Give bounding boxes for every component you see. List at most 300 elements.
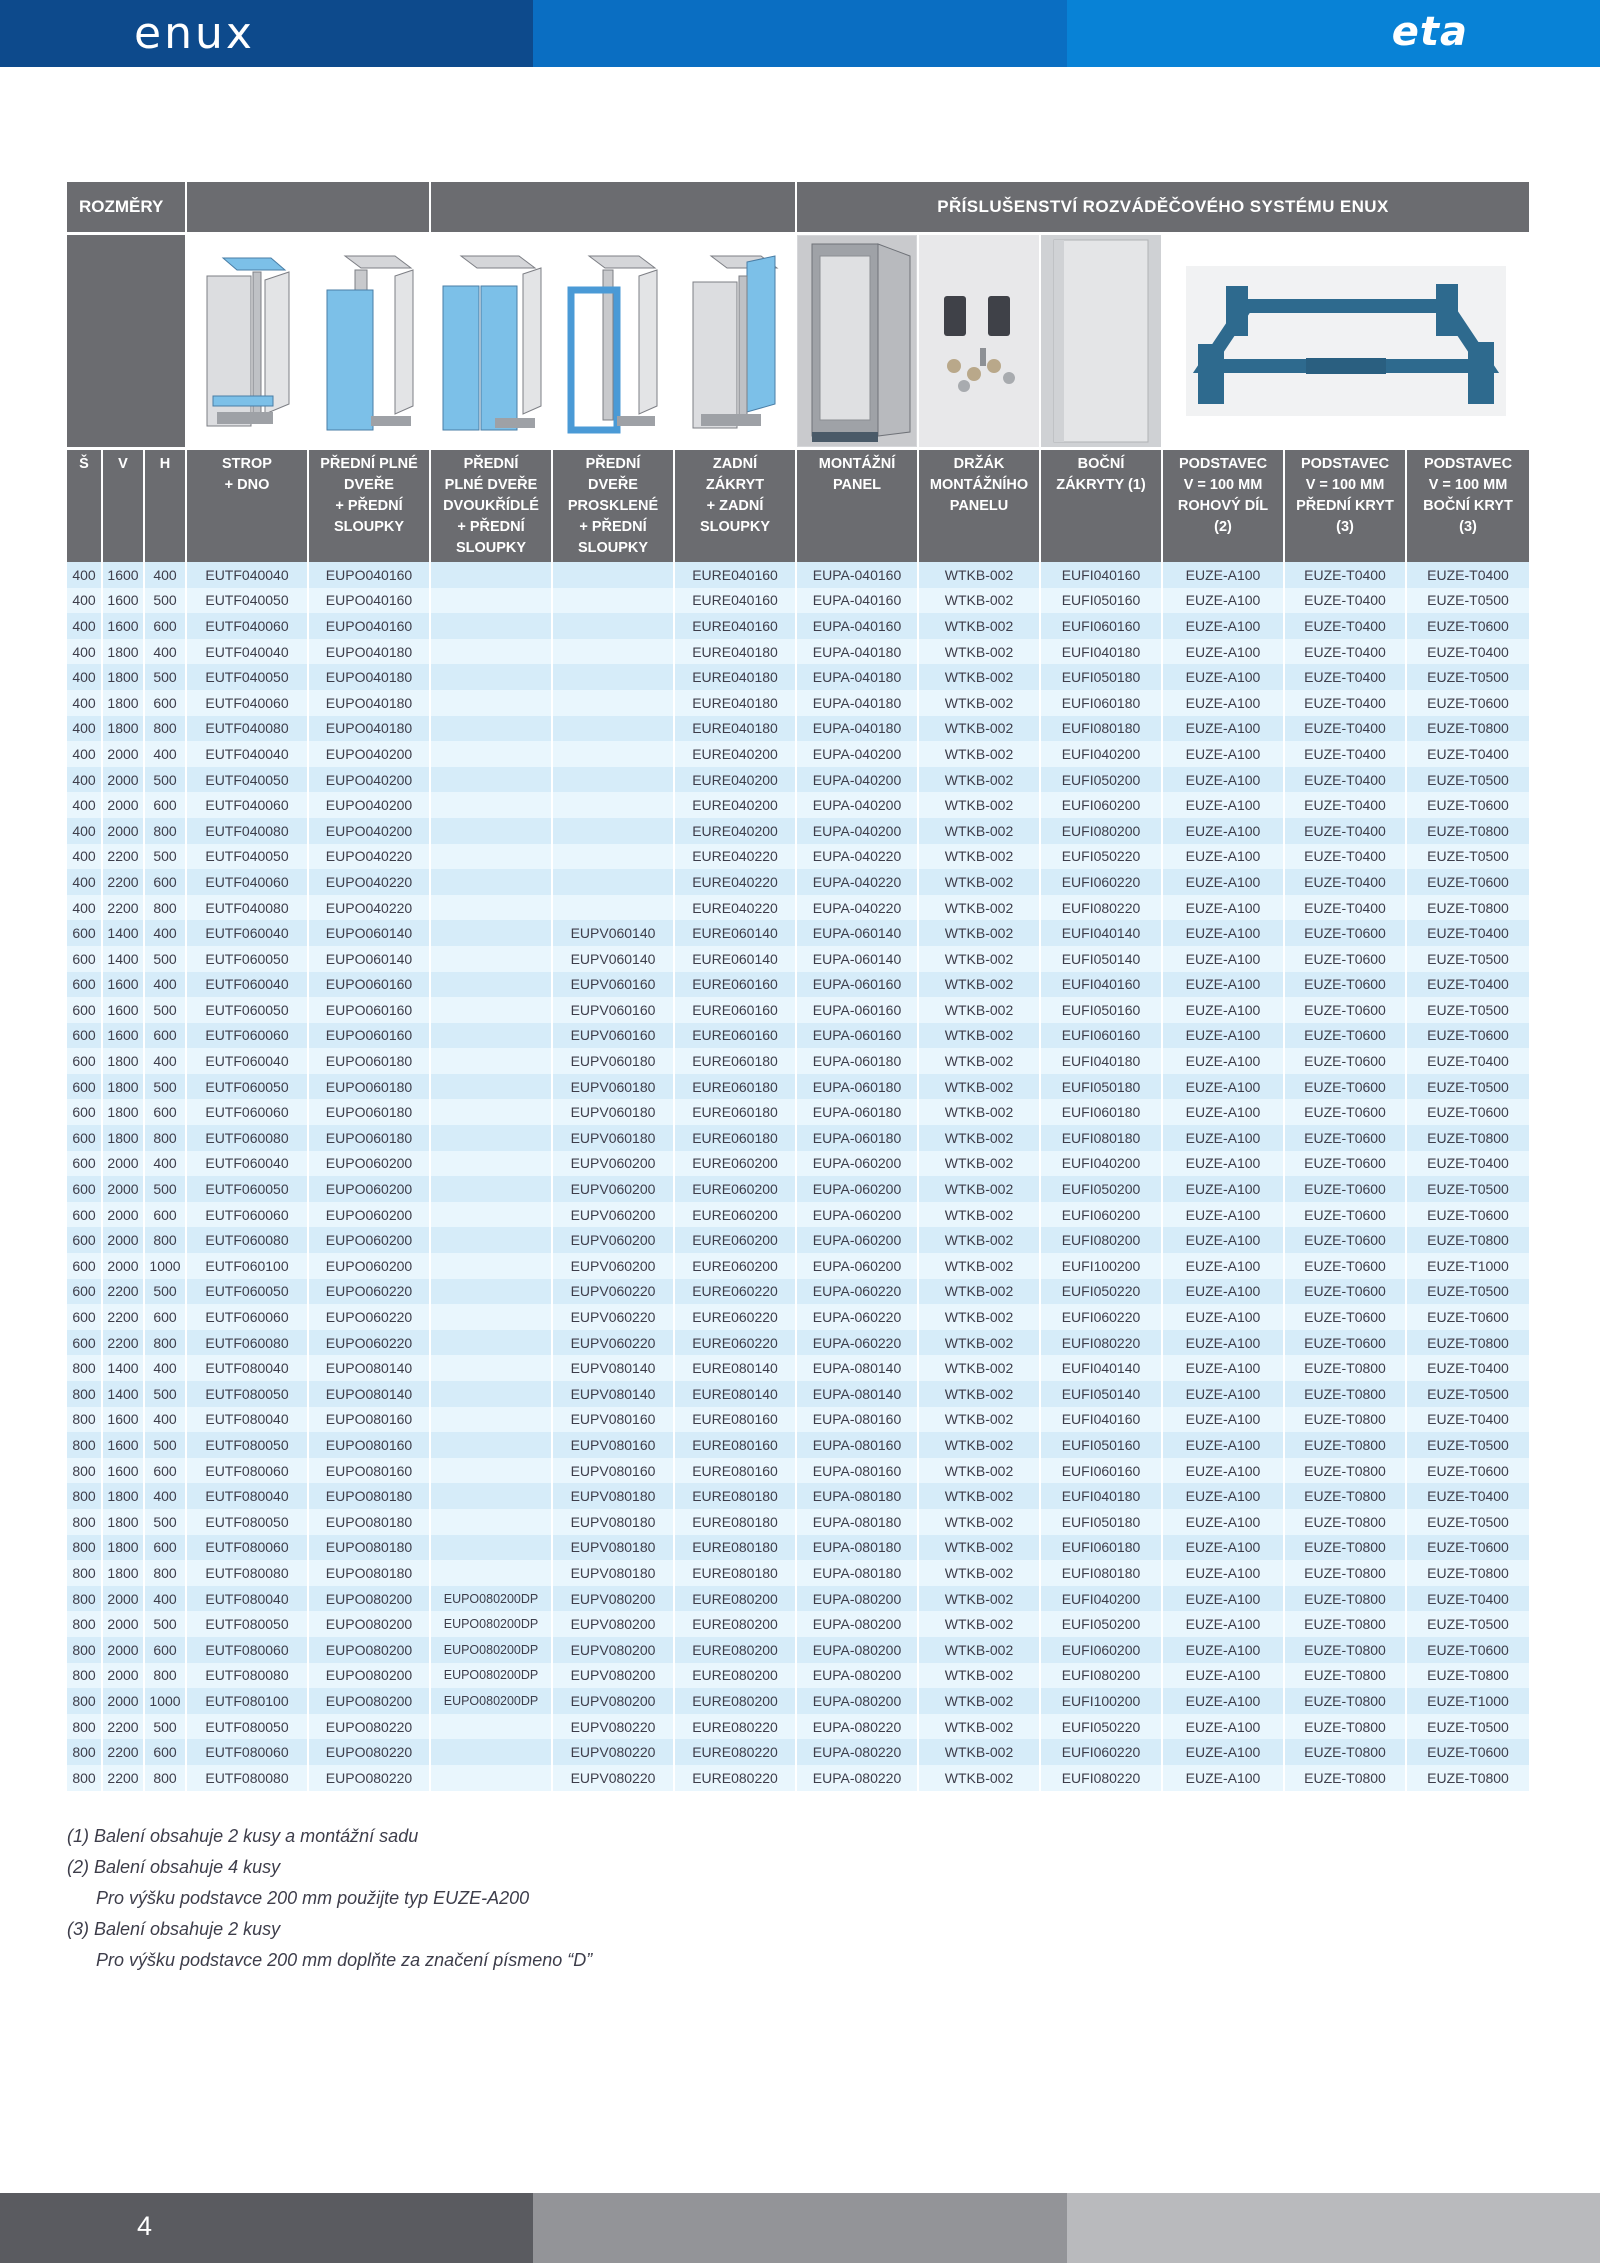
table-cell: EUZE-T0800: [1285, 1355, 1407, 1381]
table-cell: 600: [145, 1202, 187, 1228]
title-spacer-1: [187, 182, 431, 232]
table-cell: EUTF060050: [187, 1074, 309, 1100]
table-cell: EUZE-T0800: [1285, 1381, 1407, 1407]
column-header: H: [145, 450, 187, 562]
table-cell: 2000: [103, 1637, 145, 1663]
table-row: [67, 690, 1529, 716]
table-cell: 400: [145, 1048, 187, 1074]
column-header: MONTÁŽNÍ PANEL: [797, 450, 919, 562]
table-cell: 2200: [103, 1279, 145, 1305]
table-cell: EURE080200: [675, 1586, 797, 1612]
table-cell: EUFI060220: [1041, 1304, 1163, 1330]
table-cell: EUZE-T0800: [1407, 1663, 1529, 1689]
table-cell: [431, 1253, 553, 1279]
table-cell: 400: [67, 613, 103, 639]
table-cell: 1000: [145, 1253, 187, 1279]
table-cell: 600: [67, 1279, 103, 1305]
table-row: [67, 1227, 1529, 1253]
table-cell: EURE040220: [675, 895, 797, 921]
table-cell: EUTF060050: [187, 1176, 309, 1202]
table-row: [67, 1048, 1529, 1074]
table-cell: EUZE-A100: [1163, 1125, 1285, 1151]
cabinet-front-door-image: [309, 235, 431, 447]
column-header: Š: [67, 450, 103, 562]
table-cell: EUPV080140: [553, 1381, 675, 1407]
table-cell: EUTF060060: [187, 1202, 309, 1228]
table-cell: EUZE-T0400: [1285, 792, 1407, 818]
table-cell: EUZE-T0600: [1407, 1304, 1529, 1330]
table-cell: EUZE-A100: [1163, 1765, 1285, 1791]
table-row: [67, 1535, 1529, 1561]
table-row: [67, 716, 1529, 742]
table-cell: EUPO080200: [309, 1586, 431, 1612]
table-cell: 500: [145, 1381, 187, 1407]
table-cell: [431, 562, 553, 588]
table-cell: 1400: [103, 920, 145, 946]
table-cell: EUTF060100: [187, 1253, 309, 1279]
table-row: [67, 792, 1529, 818]
table-cell: 800: [67, 1483, 103, 1509]
table-cell: [431, 844, 553, 870]
table-cell: EUZE-A100: [1163, 997, 1285, 1023]
table-cell: EUPA-040220: [797, 844, 919, 870]
table-cell: EUPO040200: [309, 818, 431, 844]
table-cell: EUPV080180: [553, 1560, 675, 1586]
table-cell: [431, 1202, 553, 1228]
table-cell: EUPA-080160: [797, 1407, 919, 1433]
table-cell: EUTF080080: [187, 1663, 309, 1689]
table-cell: EUFI050200: [1041, 1176, 1163, 1202]
table-cell: 600: [145, 613, 187, 639]
table-cell: EUZE-A100: [1163, 920, 1285, 946]
table-cell: EUZE-A100: [1163, 792, 1285, 818]
table-cell: EUZE-A100: [1163, 1099, 1285, 1125]
table-cell: 800: [67, 1663, 103, 1689]
table-cell: WTKB-002: [919, 767, 1041, 793]
table-cell: [431, 1279, 553, 1305]
table-cell: [431, 741, 553, 767]
table-cell: EUZE-A100: [1163, 1714, 1285, 1740]
table-cell: WTKB-002: [919, 1586, 1041, 1612]
table-cell: EUTF060060: [187, 1099, 309, 1125]
table-cell: EUPA-060180: [797, 1099, 919, 1125]
table-cell: EUPO060200: [309, 1227, 431, 1253]
table-cell: WTKB-002: [919, 1253, 1041, 1279]
table-cell: EUPO060140: [309, 920, 431, 946]
table-cell: EUPV080200: [553, 1611, 675, 1637]
table-cell: 1800: [103, 1074, 145, 1100]
header-segment-dark: [0, 0, 533, 67]
column-header: PŘEDNÍ DVEŘE PROSKLENÉ + PŘEDNÍ SLOUPKY: [553, 450, 675, 562]
table-cell: EUPA-060200: [797, 1151, 919, 1177]
table-cell: EUZE-T0400: [1285, 716, 1407, 742]
table-cell: EUPV060180: [553, 1074, 675, 1100]
table-cell: WTKB-002: [919, 1663, 1041, 1689]
table-cell: EUZE-T0800: [1285, 1509, 1407, 1535]
table-row: [67, 639, 1529, 665]
column-header: PODSTAVEC V = 100 MM ROHOVÝ DÍL (2): [1163, 450, 1285, 562]
table-cell: EUFI050200: [1041, 1611, 1163, 1637]
table-cell: 600: [145, 792, 187, 818]
table-cell: EUPO080140: [309, 1381, 431, 1407]
table-cell: [431, 664, 553, 690]
table-cell: EUFI040140: [1041, 920, 1163, 946]
table-cell: EUFI080180: [1041, 716, 1163, 742]
table-cell: [553, 741, 675, 767]
table-body: [67, 562, 1529, 1791]
table-cell: 1800: [103, 1560, 145, 1586]
table-cell: 2200: [103, 844, 145, 870]
table-row: [67, 1432, 1529, 1458]
table-cell: 500: [145, 1611, 187, 1637]
table-cell: EUTF080050: [187, 1509, 309, 1535]
table-cell: WTKB-002: [919, 972, 1041, 998]
table-cell: EUPA-080200: [797, 1663, 919, 1689]
table-cell: EUZE-T0500: [1407, 1381, 1529, 1407]
table-cell: EUFI040160: [1041, 1407, 1163, 1433]
table-cell: 1600: [103, 562, 145, 588]
table-cell: EUFI050180: [1041, 1509, 1163, 1535]
table-cell: EUFI060160: [1041, 613, 1163, 639]
table-cell: EUZE-T0600: [1285, 946, 1407, 972]
table-cell: 500: [145, 664, 187, 690]
table-cell: EUZE-T0600: [1407, 1739, 1529, 1765]
table-cell: 800: [67, 1739, 103, 1765]
table-cell: EURE040200: [675, 818, 797, 844]
table-cell: 400: [67, 664, 103, 690]
table-cell: EURE060180: [675, 1125, 797, 1151]
table-cell: EUFI050160: [1041, 1432, 1163, 1458]
table-cell: EURE080160: [675, 1407, 797, 1433]
table-cell: WTKB-002: [919, 1330, 1041, 1356]
table-cell: 1600: [103, 1432, 145, 1458]
table-cell: EUZE-A100: [1163, 1304, 1285, 1330]
table-cell: EUPV060220: [553, 1279, 675, 1305]
table-cell: EURE060180: [675, 1048, 797, 1074]
table-cell: 600: [145, 1637, 187, 1663]
table-cell: [553, 792, 675, 818]
table-cell: EUTF080050: [187, 1432, 309, 1458]
table-cell: EUPO080160: [309, 1458, 431, 1484]
table-cell: EUPO080200DP: [431, 1688, 553, 1714]
table-cell: EUZE-T0500: [1407, 1611, 1529, 1637]
table-cell: EUZE-T1000: [1407, 1253, 1529, 1279]
table-row: [67, 1330, 1529, 1356]
table-cell: EUPO080160: [309, 1407, 431, 1433]
table-cell: EUTF040060: [187, 613, 309, 639]
table-cell: WTKB-002: [919, 1611, 1041, 1637]
table-cell: WTKB-002: [919, 1688, 1041, 1714]
table-cell: 1400: [103, 1355, 145, 1381]
table-cell: WTKB-002: [919, 1483, 1041, 1509]
table-cell: EUZE-A100: [1163, 767, 1285, 793]
table-cell: EUPO080200DP: [431, 1637, 553, 1663]
table-cell: [431, 1074, 553, 1100]
table-cell: [431, 818, 553, 844]
table-cell: EUFI040160: [1041, 972, 1163, 998]
table-cell: [431, 1048, 553, 1074]
table-cell: EUZE-A100: [1163, 1560, 1285, 1586]
footnotes: [67, 1822, 592, 1977]
column-header: PŘEDNÍ PLNÉ DVEŘE DVOUKŘÍDLÉ + PŘEDNÍ SLOUPKY: [431, 450, 553, 562]
table-cell: 800: [67, 1586, 103, 1612]
table-cell: EUPO040160: [309, 562, 431, 588]
table-cell: WTKB-002: [919, 1304, 1041, 1330]
table-cell: EUFI050160: [1041, 588, 1163, 614]
table-cell: EUPA-040160: [797, 613, 919, 639]
table-cell: EUPV080200: [553, 1637, 675, 1663]
table-row: [67, 1407, 1529, 1433]
table-cell: EUZE-A100: [1163, 1739, 1285, 1765]
table-cell: EUTF080040: [187, 1483, 309, 1509]
table-cell: EUPA-060140: [797, 946, 919, 972]
table-cell: [553, 818, 675, 844]
table-cell: EUZE-T0400: [1407, 1407, 1529, 1433]
table-cell: EURE040200: [675, 767, 797, 793]
footnote: Pro výšku podstavce 200 mm použijte typ EUZE-A200: [96, 1888, 530, 1908]
table-cell: EUZE-T0800: [1407, 1560, 1529, 1586]
table-cell: [431, 1176, 553, 1202]
table-cell: 400: [67, 716, 103, 742]
table-cell: 500: [145, 588, 187, 614]
column-header: PŘEDNÍ PLNÉ DVEŘE + PŘEDNÍ SLOUPKY: [309, 450, 431, 562]
table-cell: [431, 1714, 553, 1740]
table-cell: EUPO060180: [309, 1099, 431, 1125]
table-row: [67, 1586, 1529, 1612]
table-cell: [553, 613, 675, 639]
table-cell: EUZE-T0800: [1407, 1330, 1529, 1356]
table-cell: EUZE-A100: [1163, 741, 1285, 767]
table-cell: EUPA-080160: [797, 1432, 919, 1458]
table-cell: EUPV060200: [553, 1151, 675, 1177]
table-row: [67, 1509, 1529, 1535]
table-row: [67, 869, 1529, 895]
table-cell: 400: [145, 920, 187, 946]
dimensions-title: ROZMĚRY: [67, 182, 187, 232]
table-cell: EUFI080180: [1041, 1560, 1163, 1586]
table-cell: [431, 639, 553, 665]
table-cell: EUPV080200: [553, 1586, 675, 1612]
table-cell: EUPA-060160: [797, 997, 919, 1023]
table-cell: EUPA-040160: [797, 562, 919, 588]
table-cell: EUZE-T0600: [1407, 690, 1529, 716]
table-cell: EUPO080220: [309, 1714, 431, 1740]
table-cell: EUZE-A100: [1163, 1663, 1285, 1689]
table-cell: WTKB-002: [919, 1279, 1041, 1305]
table-cell: 800: [145, 1560, 187, 1586]
table-cell: EUZE-A100: [1163, 869, 1285, 895]
table-cell: EUZE-T0800: [1285, 1407, 1407, 1433]
table-cell: EUZE-T0600: [1407, 1637, 1529, 1663]
table-cell: EUFI080220: [1041, 1330, 1163, 1356]
table-cell: 600: [67, 1202, 103, 1228]
table-cell: EUZE-T0400: [1407, 639, 1529, 665]
table-cell: EUPA-060180: [797, 1074, 919, 1100]
header-segment-light: [1067, 0, 1600, 67]
table-cell: 2200: [103, 1739, 145, 1765]
table-cell: WTKB-002: [919, 792, 1041, 818]
table-cell: EURE040180: [675, 664, 797, 690]
table-cell: EUZE-T0800: [1285, 1663, 1407, 1689]
table-cell: EUZE-A100: [1163, 664, 1285, 690]
table-cell: [431, 1509, 553, 1535]
table-cell: EUTF060040: [187, 920, 309, 946]
table-cell: WTKB-002: [919, 1176, 1041, 1202]
table-cell: EUPA-040200: [797, 741, 919, 767]
table-cell: EUZE-T0600: [1285, 1202, 1407, 1228]
table-cell: WTKB-002: [919, 1381, 1041, 1407]
table-cell: EURE040180: [675, 639, 797, 665]
table-cell: [431, 1407, 553, 1433]
table-cell: 1800: [103, 1509, 145, 1535]
table-cell: [431, 920, 553, 946]
table-cell: EUTF080080: [187, 1560, 309, 1586]
table-cell: EUFI100200: [1041, 1253, 1163, 1279]
table-cell: EURE080220: [675, 1765, 797, 1791]
table-cell: EUPA-080180: [797, 1560, 919, 1586]
table-cell: EUTF080060: [187, 1739, 309, 1765]
table-cell: 400: [145, 1407, 187, 1433]
table-cell: EUZE-T0500: [1407, 588, 1529, 614]
table-cell: EUPV080140: [553, 1355, 675, 1381]
table-cell: EUZE-A100: [1163, 1074, 1285, 1100]
table-cell: EUPA-080200: [797, 1637, 919, 1663]
table-cell: 2000: [103, 1688, 145, 1714]
table-cell: EURE060140: [675, 920, 797, 946]
table-cell: EUZE-A100: [1163, 1202, 1285, 1228]
table-cell: EUZE-A100: [1163, 639, 1285, 665]
table-cell: EUZE-A100: [1163, 1637, 1285, 1663]
table-cell: EUPA-080140: [797, 1381, 919, 1407]
table-cell: 600: [145, 1023, 187, 1049]
table-cell: EURE060220: [675, 1330, 797, 1356]
table-cell: 800: [67, 1355, 103, 1381]
table-cell: EUZE-A100: [1163, 1509, 1285, 1535]
table-cell: EURE080200: [675, 1611, 797, 1637]
table-cell: EUZE-T0800: [1285, 1535, 1407, 1561]
table-cell: EURE040200: [675, 741, 797, 767]
table-cell: EUZE-A100: [1163, 895, 1285, 921]
table-cell: 500: [145, 997, 187, 1023]
table-cell: EUFI040200: [1041, 1151, 1163, 1177]
table-cell: EUZE-T0600: [1285, 1304, 1407, 1330]
table-cell: EUZE-A100: [1163, 1253, 1285, 1279]
table-cell: EUTF080100: [187, 1688, 309, 1714]
table-cell: EUZE-T0600: [1407, 1535, 1529, 1561]
table-cell: 600: [145, 1099, 187, 1125]
table-cell: WTKB-002: [919, 588, 1041, 614]
table-cell: 800: [145, 1765, 187, 1791]
table-cell: EUZE-T0400: [1407, 562, 1529, 588]
table-cell: EUZE-A100: [1163, 562, 1285, 588]
table-cell: EUPA-080180: [797, 1535, 919, 1561]
table-cell: EUPO060200: [309, 1176, 431, 1202]
table-cell: EUZE-T0400: [1285, 869, 1407, 895]
footer-segment-dark: [0, 2193, 533, 2263]
table-cell: 800: [145, 1663, 187, 1689]
table-cell: 800: [145, 1125, 187, 1151]
table-cell: EUPV060140: [553, 946, 675, 972]
table-cell: EUZE-A100: [1163, 818, 1285, 844]
table-cell: EUZE-T0600: [1285, 920, 1407, 946]
table-cell: EUPO060160: [309, 997, 431, 1023]
table-cell: EURE080160: [675, 1432, 797, 1458]
table-cell: EUPO040160: [309, 613, 431, 639]
table-cell: EUFI080180: [1041, 1125, 1163, 1151]
table-cell: EURE040180: [675, 716, 797, 742]
table-cell: 500: [145, 1074, 187, 1100]
table-cell: EUPA-040220: [797, 895, 919, 921]
table-cell: EUTF040080: [187, 895, 309, 921]
table-cell: EUZE-T0400: [1285, 741, 1407, 767]
table-cell: EUTF080050: [187, 1611, 309, 1637]
table-cell: EURE080160: [675, 1458, 797, 1484]
table-cell: 2200: [103, 1304, 145, 1330]
table-cell: EUFI060200: [1041, 792, 1163, 818]
table-cell: EUFI080200: [1041, 818, 1163, 844]
column-header: ZADNÍ ZÁKRYT + ZADNÍ SLOUPKY: [675, 450, 797, 562]
table-cell: EUPO040220: [309, 844, 431, 870]
table-cell: EUFI040140: [1041, 1355, 1163, 1381]
table-cell: EUZE-T0500: [1407, 997, 1529, 1023]
table-cell: EUTF080040: [187, 1407, 309, 1433]
table-row: [67, 818, 1529, 844]
table-cell: 1800: [103, 1535, 145, 1561]
table-cell: EUZE-T0800: [1285, 1688, 1407, 1714]
table-cell: EURE040220: [675, 844, 797, 870]
table-cell: EUPA-060160: [797, 1023, 919, 1049]
table-cell: EUPV080160: [553, 1432, 675, 1458]
table-cell: EUPV060200: [553, 1176, 675, 1202]
table-cell: EUPO080140: [309, 1355, 431, 1381]
table-cell: EUPV060220: [553, 1330, 675, 1356]
table-cell: EUPV060200: [553, 1227, 675, 1253]
table-cell: EUZE-T0800: [1285, 1560, 1407, 1586]
table-cell: EUTF040080: [187, 716, 309, 742]
table-cell: EUPA-040200: [797, 767, 919, 793]
table-cell: EUZE-A100: [1163, 1151, 1285, 1177]
table-cell: 2000: [103, 1586, 145, 1612]
table-cell: EUTF060040: [187, 1151, 309, 1177]
table-cell: EUTF040080: [187, 818, 309, 844]
table-cell: EUPA-080200: [797, 1586, 919, 1612]
table-cell: EUZE-T0800: [1407, 716, 1529, 742]
table-cell: EUZE-T0600: [1285, 1279, 1407, 1305]
table-cell: [431, 946, 553, 972]
table-cell: 600: [145, 1458, 187, 1484]
table-row: [67, 1151, 1529, 1177]
table-cell: EUZE-A100: [1163, 844, 1285, 870]
table-cell: EUZE-A100: [1163, 1458, 1285, 1484]
table-cell: 400: [67, 562, 103, 588]
table-cell: EUPO060180: [309, 1074, 431, 1100]
table-cell: EUPV060160: [553, 1023, 675, 1049]
table-cell: EUPO080180: [309, 1509, 431, 1535]
table-cell: EUPA-080140: [797, 1355, 919, 1381]
table-row: [67, 844, 1529, 870]
table-cell: EUTF060050: [187, 997, 309, 1023]
table-cell: EUFI060220: [1041, 869, 1163, 895]
table-cell: 600: [67, 1125, 103, 1151]
table-cell: EUFI050220: [1041, 844, 1163, 870]
table-cell: 800: [67, 1765, 103, 1791]
cabinet-double-door-image: [431, 235, 553, 447]
table-cell: EUFI060200: [1041, 1637, 1163, 1663]
table-cell: EUZE-T0800: [1285, 1637, 1407, 1663]
table-cell: [431, 1151, 553, 1177]
table-cell: EUPO080200DP: [431, 1611, 553, 1637]
table-cell: EUPV060200: [553, 1202, 675, 1228]
